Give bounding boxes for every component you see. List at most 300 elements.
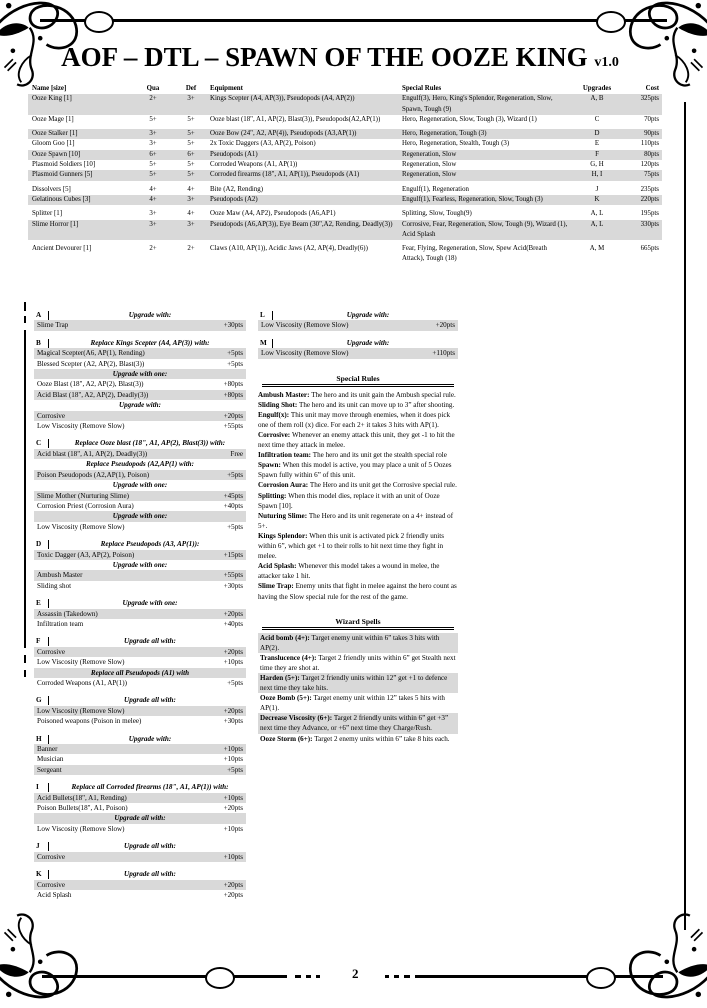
quality-cell: 5+ [149,171,157,179]
cost-cell: 110pts [640,140,659,148]
section-divider-bar [48,696,49,705]
special-rules-cell: Fear, Flying, Regeneration, Slow, Spew Acid(Breath Attack), Tough (18) [402,245,547,263]
rule-name: Engulf(x): [258,410,291,419]
upgrades-cell: E [594,140,600,148]
rule-name: Ambush Master: [258,390,312,399]
bottom-line-dash [295,975,301,978]
section-divider-bar [48,842,49,851]
equipment-cell: Ooze Maw (A4, AP2), Pseudopods (A6,AP1) [210,210,336,218]
unit-name-cell: Splitter [1] [32,210,63,218]
equipment-cell: Pseudopods (A2) [210,195,258,203]
section-title: Upgrade all with: [124,637,176,646]
unit-row [28,160,662,170]
upgrade-cost: +10pts [223,755,243,764]
corner-flourish-bottom-left-icon [0,903,99,1008]
rule-text: When this unit is activated pick 2 friendly units within 6”, which get +1 to their rolls to hit next time they fight in melee. [258,531,445,561]
section-letter: F [36,637,41,646]
spell-name: Acid bomb (4+): [260,633,312,642]
rule-entry [258,531,458,561]
rule-entry [258,491,458,511]
upgrade-name: Slime Trap [37,321,69,330]
spell-name: Ooze Storm (6+): [260,734,315,743]
upgrade-cost: +10pts [223,852,243,861]
rule-text: The hero and its unit can move up to 3” after shooting. [299,400,455,409]
col-name: Name [size] [32,85,67,92]
upgrade-row [34,379,246,389]
spell-name: Translucence (4+): [260,653,319,662]
rule-entry [258,390,458,400]
upgrade-cost: +20pts [223,411,243,420]
bottom-line-loop-right [586,967,616,989]
spell-text: Target 2 friendly units within 6” get +3” next time they Advance, or +6” next time they Charge/Rush. [260,714,449,733]
col-quality: Qua [146,85,160,92]
section-title: Replace Kings Scepter (A4, AP(3)) with: [90,338,210,347]
rule-name: Kings Splendor: [258,531,310,540]
rule-text: Enemy units that fight in melee against the hero count as having the Slow special rule for the rest of the game. [258,582,457,601]
unit-name-cell: Ooze King [1] [32,95,72,103]
wizard-spells-body [258,633,458,744]
section-title: Upgrade with: [346,338,390,347]
upgrade-name: Sergeant [37,765,62,774]
upgrade-cost: Free [230,449,243,458]
cost-cell: 120pts [640,161,659,169]
section-title: Upgrade with: [128,734,172,743]
special-rules-cell: Regeneration, Slow [402,161,457,169]
cost-cell: 75pts [644,171,659,179]
upgrade-cost: +5pts [227,349,243,358]
upgrade-name: Acid Blast (18", A2, AP(2), Deadly(3)) [37,390,149,399]
upgrade-section-M [258,338,458,359]
rule-text: When this model dies, replace it with an unit of Ooze Spawn [10]. [258,491,440,510]
col-special-rules: Special Rules [402,85,442,92]
upgrade-name: Corrosion Priest (Corrosion Aura) [37,501,134,510]
upgrades-cell: A, M [589,245,605,253]
rule-text: The Hero and its unit get the Corrosive special rule. [309,481,457,490]
upgrade-row [34,716,246,726]
upgrade-row [34,706,246,716]
quality-cell: 2+ [149,95,157,103]
section-letter: G [36,696,42,705]
upgrade-subheader: Upgrade with one: [34,369,246,379]
wizard-spells-title: Wizard Spells [262,616,454,630]
page-title-text: AOF – DTL – SPAWN OF THE OOZE KING [61,42,588,72]
cost-cell: 195pts [640,210,659,218]
upgrade-section-header [34,636,246,646]
upgrade-cost: +20pts [223,706,243,715]
rule-entry [258,410,458,430]
section-divider-bar [48,439,49,448]
upgrade-section-header [34,841,246,851]
left-border-dash [24,316,26,323]
unit-name-cell: Plasmoid Gunners [5] [32,171,93,179]
equipment-cell: Corroded firearms (18", A1, AP(1)), Pseudopods (A1) [210,171,360,179]
special-rules-body [258,390,458,602]
bottom-border-line-right [415,975,663,978]
upgrade-section-header [34,782,246,792]
upgrade-name: Slime Mother (Nurturing Slime) [37,491,130,500]
quality-cell: 3+ [149,140,157,148]
unit-name-cell: Gelatinous Cubes [3] [32,195,91,203]
section-divider-bar [48,599,49,608]
upgrade-row [34,852,246,862]
bottom-line-dash [394,975,399,978]
upgrade-name: Ambush Master [37,571,83,580]
cost-cell: 325pts [640,95,659,103]
equipment-cell: 2x Toxic Daggers (A3, AP(2), Poison) [210,140,316,148]
rule-entry [258,480,458,490]
upgrade-cost: +40pts [223,501,243,510]
rule-text: Whenever this model takes a wound in melee, the attacker take 1 hit. [258,562,440,581]
page-title [20,42,660,73]
upgrade-cost: +20pts [223,609,243,618]
section-divider-bar [48,783,49,792]
upgrade-section-L [258,310,458,331]
spell-entry [258,693,458,713]
unit-table [28,84,662,265]
upgrade-row [34,678,246,688]
section-divider-bar [272,339,273,348]
special-rules-cell: Corrosive, Fear, Regeneration, Slow, Tough (9), Wizard (1), Acid Splash [402,220,568,238]
upgrade-section-header [34,695,246,705]
quality-cell: 2+ [149,245,157,253]
upgrade-cost: +110pts [432,349,455,358]
quality-cell: 3+ [149,130,157,138]
upgrade-cost: +20pts [223,647,243,656]
upgrade-subheader: Upgrade with one: [34,511,246,521]
rule-name: Corrosive: [258,431,292,439]
upgrade-section-header [34,310,246,320]
upgrades-cell: F [595,150,599,158]
upgrades-cell: C [594,115,600,123]
upgrade-name: Infiltration team [37,619,84,628]
spell-text: Target enemy unit within 12” takes 5 hits with AP(1). [260,694,445,713]
bottom-line-dash [404,975,410,978]
upgrade-column-right [258,310,458,359]
special-rules-cell: Engulf(1), Regeneration [402,185,469,193]
section-letter: A [36,311,42,319]
upgrade-cost: +15pts [223,550,243,559]
section-divider-bar [272,311,273,320]
upgrade-name: Corroded Weapons (A1, AP(1)) [37,679,127,687]
special-rules-panel [258,373,458,602]
upgrade-name: Corrosive [37,852,65,861]
upgrade-row [34,824,246,834]
section-divider-bar [48,311,49,320]
unit-row [28,209,662,219]
upgrades-cell: A, L [590,220,604,228]
rule-name: Nuturing Slime: [258,511,309,520]
defense-cell: 4+ [187,185,195,193]
upgrade-section-G [34,695,246,726]
rule-entry [258,460,458,480]
upgrade-name: Low Viscosity (Remove Slow) [37,422,125,431]
upgrades-cell: H, I [591,171,603,179]
equipment-cell: Claws (A10, AP(1)), Acidic Jaws (A2, AP(4), Deadly(6)) [210,245,368,253]
rule-text: This unit may move through enemies, when it does pick one of them roll (x) dice. For each 2+ it takes 3 hits with AP(1). [258,410,451,429]
section-letter: I [36,783,39,792]
unit-row [28,94,662,115]
upgrade-name: Acid Bullets(18", A1, Rending) [37,793,127,802]
upgrade-row [34,609,246,619]
top-border-line [40,19,667,22]
equipment-cell: Pseudopods (A6,AP(3)), Eye Beam (30",A2, Rending, Deadly(3)) [210,220,393,228]
equipment-cell: Ooze blast (18", A1, AP(2), Blast(3)), Pseudopods(A2,AP(1)) [210,115,381,123]
equipment-cell: Pseudopods (A1) [210,150,258,158]
upgrade-cost: +30pts [223,717,243,726]
upgrade-name: Poisoned weapons (Poison in melee) [37,717,142,726]
upgrade-row [34,501,246,511]
upgrade-row [34,411,246,421]
upgrades-cell: J [595,185,599,193]
left-border-line [24,330,26,648]
defense-cell: 4+ [187,210,195,218]
defense-cell: 6+ [187,150,195,158]
defense-cell: 3+ [187,220,195,228]
rule-name: Splitting: [258,491,289,500]
upgrade-row [34,754,246,764]
bottom-line-dash [306,975,311,978]
section-title: Upgrade with: [346,311,390,319]
right-border-line [684,102,686,930]
upgrade-row [34,581,246,591]
equipment-cell: Kings Scepter (A4, AP(3)), Pseudopods (A4, AP(2)) [210,95,355,103]
special-rules-cell: Engulf(3), Hero, King's Splendor, Regeneration, Slow, Spawn, Tough (9) [402,95,553,113]
upgrade-cost: +10pts [223,793,243,802]
rule-text: When this model is active, you may place a unit of 5 Oozes Spawn fully within 6” of this unit. [258,461,452,480]
defense-cell: 3+ [187,195,195,203]
unit-row [28,195,662,205]
upgrades-cell: K [594,195,600,203]
section-divider-bar [48,637,49,646]
upgrade-subheader: Upgrade with: [119,401,161,410]
rule-entry [258,581,458,601]
upgrade-subheader: Replace all Pseudopods (A1) with [34,668,246,678]
rule-entry [258,400,458,410]
upgrade-section-J [34,841,246,862]
section-title: Upgrade all with: [124,696,176,705]
table-header-row [28,84,662,94]
upgrade-cost: +20pts [435,321,455,330]
upgrade-row [34,880,246,890]
upgrade-cost: +10pts [223,824,243,833]
upgrade-name: Poison Pseudopods (A2,AP(1), Poison) [37,470,150,479]
rule-entry [258,511,458,531]
upgrade-name: Ooze Blast (18", A2, AP(2), Blast(3)) [37,380,144,389]
upgrade-name: Low Viscosity (Remove Slow) [37,522,125,531]
upgrade-cost: +5pts [227,765,243,774]
col-cost: Cost [645,85,659,92]
unit-name-cell: Ooze Stalker [1] [32,130,78,138]
rule-entry [258,430,458,450]
unit-name-cell: Ooze Mage [1] [32,115,74,123]
defense-cell: 5+ [187,140,195,148]
equipment-cell: Bite (A2, Rending) [210,185,264,193]
spell-entry [258,633,458,653]
col-equipment: Equipment [210,85,243,92]
special-rules-cell: Hero, Regeneration, Slow, Tough (3), Wizard (1) [402,115,537,123]
quality-cell: 4+ [149,195,157,203]
special-rules-cell: Hero, Regeneration, Tough (3) [402,130,487,138]
special-rules-cell: Regeneration, Slow [402,171,457,179]
unit-name-cell: Gloom Goo [1] [32,140,75,148]
defense-cell: 5+ [187,171,195,179]
upgrade-row [34,550,246,560]
upgrade-name: Blessed Scepter (A2, AP(2), Blast(3)) [37,359,145,368]
upgrade-name: Corrosive [37,647,65,656]
cost-cell: 220pts [640,195,659,203]
upgrade-name: Acid blast (18", A1, AP(2), Deadly(3)) [37,449,148,458]
upgrades-cell: D [594,130,600,138]
unit-row [28,115,662,125]
upgrade-row [34,793,246,803]
upgrade-section-header [34,734,246,744]
section-letter: H [36,734,42,743]
section-title: Replace Ooze blast (18", A1, AP(2), Blast(3)) with: [74,439,226,448]
spell-text: Target 2 friendly units within 12” get +1 to defence next time they take hits. [260,673,448,693]
unit-name-cell: Dissolvers [5] [32,185,71,193]
unit-row [28,185,662,195]
quality-cell: 5+ [149,115,157,123]
upgrade-section-I [34,782,246,834]
section-letter: L [260,311,265,319]
section-divider-bar [48,339,49,348]
upgrade-name: Assassin (Takedown) [37,609,98,618]
rule-entry [258,561,458,581]
wizard-spells-panel [258,616,458,744]
upgrade-subheader: Upgrade with one: [112,560,168,569]
section-title: Upgrade with one: [122,599,178,608]
upgrade-name: Acid Splash [37,890,72,899]
upgrade-row [34,522,246,532]
cost-cell: 90pts [644,130,659,138]
section-letter: E [36,599,41,608]
col-upgrades: Upgrades [582,85,612,92]
bottom-line-dash [316,975,320,978]
section-divider-bar [48,870,49,879]
upgrade-name: Magical Scepter(A6, AP(1), Rending) [37,349,145,358]
upgrade-name: Low Viscosity (Remove Slow) [37,658,125,667]
upgrade-section-header [34,869,246,879]
upgrade-name: Low Viscosity (Remove Slow) [261,321,349,330]
cost-cell: 70pts [644,115,659,123]
cost-cell: 330pts [640,220,659,228]
upgrade-row [34,803,246,813]
section-letter: D [36,540,42,549]
upgrade-row [34,359,246,369]
unit-name-cell: Plasmoid Soldiers [10] [32,161,96,169]
upgrade-name: Corrosive [37,411,65,420]
rule-name: Sliding Shot: [258,400,300,409]
upgrade-row [34,421,246,431]
rule-text: The Hero and its unit regenerate on a 4+ instead of 5+. [258,511,454,530]
upgrade-cost: +40pts [223,619,243,628]
rule-text: Whenever an enemy attack this unit, they get -1 to hit the next time they attack in melee. [258,431,455,450]
cost-cell: 665pts [640,245,659,253]
special-rules-cell: Hero, Regeneration, Stealth, Tough (3) [402,140,510,148]
col-defense: Def [185,85,197,92]
upgrade-cost: +20pts [223,804,243,813]
upgrade-cost: +10pts [223,658,243,667]
quality-cell: 4+ [149,185,157,193]
corner-flourish-bottom-right-icon [608,903,707,1008]
section-letter: M [260,338,267,347]
left-border-dash [24,655,26,663]
spell-name: Ooze Bomb (5+): [260,694,314,703]
left-border-dash [24,302,26,311]
upgrade-section-K [34,869,246,900]
unit-row [28,150,662,160]
right-column [258,310,458,744]
left-border-dash [24,670,26,677]
upgrades-cell: A, L [590,210,604,218]
spell-entry [258,713,458,733]
cost-cell: 235pts [640,185,659,193]
upgrade-name: Banner [37,745,58,754]
unit-table-body [28,94,662,264]
upgrade-section-header [34,598,246,608]
section-title: Upgrade all with: [124,842,176,851]
bottom-line-loop-left [205,967,235,989]
section-title: Upgrade with: [128,311,172,319]
upgrade-row [34,890,246,900]
section-divider-bar [48,540,49,549]
upgrade-name: Musician [37,755,64,764]
unit-row [28,129,662,139]
upgrade-name: Low Viscosity (Remove Slow) [261,349,349,358]
upgrade-row [34,657,246,667]
upgrade-section-header [258,310,458,320]
spell-entry [258,653,458,673]
upgrade-cost: +30pts [223,581,243,590]
upgrade-section-H [34,734,246,776]
cost-cell: 80pts [644,150,659,158]
upgrade-cost: +20pts [223,880,243,889]
quality-cell: 3+ [149,210,157,218]
unit-row [28,220,662,241]
upgrade-section-header [34,438,246,448]
special-rules-cell: Splitting, Slow, Tough(9) [402,210,472,218]
upgrade-subheader: Upgrade with one: [112,481,168,490]
section-title: Replace Pseudopods (A3, AP(1)): [100,540,200,549]
upgrade-name: Low Viscosity (Remove Slow) [37,706,125,715]
quality-cell: 3+ [149,220,157,228]
upgrade-cost: +20pts [223,890,243,899]
upgrade-cost: +80pts [223,380,243,389]
defense-cell: 5+ [187,161,195,169]
upgrade-row [34,348,246,358]
upgrade-section-C [34,438,246,532]
upgrade-section-F [34,636,246,688]
rule-text: The hero and its unit gain the Ambush special rule. [311,390,456,399]
rule-name: Spawn: [258,461,283,470]
page-number: 2 [346,966,365,982]
spell-text: Target enemy unit within 6” takes 3 hits with AP(2). [260,633,440,652]
spell-entry [258,673,458,693]
upgrade-section-header [34,338,246,348]
upgrade-cost: +5pts [227,359,243,368]
upgrade-name: Corrosive [37,880,65,889]
upgrade-row [34,765,246,775]
upgrade-row [258,320,458,330]
unit-row [28,244,662,265]
upgrade-name: Low Viscosity (Remove Slow) [37,824,125,833]
upgrade-section-header [258,338,458,348]
spell-name: Harden (5+): [260,673,302,682]
bottom-line-dash [385,975,389,978]
spell-name: Decrease Viscosity (6+): [260,714,334,723]
upgrade-section-header [34,539,246,549]
section-letter: B [36,338,41,347]
